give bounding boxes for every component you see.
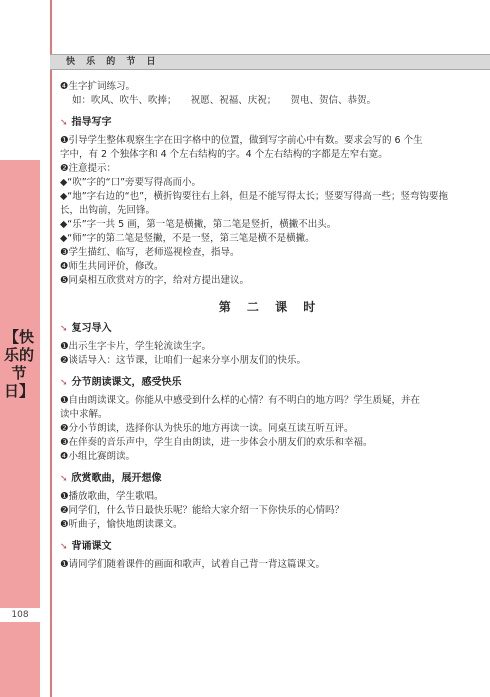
section-recite: [60, 540, 480, 572]
intro-block: [60, 80, 480, 108]
body-line: ❸听曲子，愉快地朗读课文。: [60, 519, 183, 530]
side-color-strip-bottom: [0, 622, 40, 697]
arrow-icon: ➘: [60, 324, 68, 334]
body-line: ◆“地”字右边的“也”，横折钩要往右上斜，但是不能写得太长；竖要写得高一些；竖弯钩要拖: [60, 191, 448, 202]
section-heading: [60, 472, 480, 486]
section-heading-text: 指导写字: [71, 117, 112, 128]
body-line: 长，出钩前，先回锋。: [60, 205, 156, 216]
body-line: ◆“乐”字一共 5 画，第一笔是横撇，第二笔是竖折，横撇不出头。: [60, 219, 337, 230]
body-line: ❷同学们，什么节日最快乐呢？能给大家介绍一下你快乐的心情吗？: [60, 505, 345, 516]
section-heading: [60, 322, 480, 336]
section-heading-text: 欣赏歌曲，展开想像: [71, 473, 162, 484]
arrow-icon: ➘: [60, 378, 68, 388]
section-heading-text: 分节朗读课文，感受快乐: [71, 377, 182, 388]
body-line: ❶出示生字卡片，学生轮流读生字。: [60, 341, 212, 352]
page-content: [60, 80, 480, 572]
body-line: ◆“师”字的第二笔是竖撇，不是一竖，第三笔是横不是横撇。: [60, 233, 315, 244]
intro-line: 如：吹风、吹牛、吹捧； 祝愿、祝福、庆祝； 贺电、贺信、恭贺。: [72, 95, 377, 106]
running-header: [50, 54, 490, 70]
body-line: 读中求解。: [60, 409, 108, 420]
body-line: ❶引导学生整体观察生字在田字格中的位置，做到写字前心中有数。要求会写的 6 个生: [60, 135, 423, 146]
header-title: 快 乐 的 节 日: [66, 57, 160, 67]
body-line: ❹师生共同评价，修改。: [60, 261, 164, 272]
section-heading: [60, 376, 480, 390]
section-writing: [60, 116, 480, 288]
section-heading: [60, 116, 480, 130]
body-line: ❶自由朗读课文。你能从中感受到什么样的心情？有不明白的地方吗？学生质疑，并在: [60, 395, 421, 406]
margin-rule: [50, 0, 52, 697]
arrow-icon: ➘: [60, 474, 68, 484]
section-review: [60, 322, 480, 368]
section-heading: [60, 540, 480, 554]
section-heading-text: 背诵课文: [71, 541, 112, 552]
body-line: ❷分小节朗读，选择你认为快乐的地方再读一读。同桌互读互听互评。: [60, 423, 354, 434]
body-line: ❷注意提示：: [60, 163, 117, 174]
arrow-icon: ➘: [60, 118, 68, 128]
body-line: ❹小组比赛朗读。: [60, 451, 136, 462]
section-song: [60, 472, 480, 532]
body-line: ❸学生描红、临写，老师巡视检查，指导。: [60, 247, 240, 258]
body-line: ❶播放歌曲，学生歌唱。: [60, 491, 164, 502]
sidebar-title: 【快乐的节日】: [4, 328, 35, 400]
body-line: ❶请同学们随着课件的画面和歌声，试着自己背一背这篇课文。: [60, 559, 326, 570]
body-line: ❸在伴奏的音乐声中，学生自由朗读，进一步体会小朋友们的欢乐和幸福。: [60, 437, 373, 448]
body-line: 字中，有 2 个独体字和 4 个左右结构的字。4 个左右结构的字都是左窄右宽。: [60, 149, 388, 160]
section-reading: [60, 376, 480, 464]
body-line: ◆“吹”字的“口”旁要写得高而小。: [60, 177, 201, 188]
arrow-icon: ➘: [60, 542, 68, 552]
intro-line: ❹生字扩词练习。: [60, 81, 136, 92]
body-line: ❷谈话导入：这节课，让咱们一起来分享小朋友们的快乐。: [60, 355, 307, 366]
lesson-title: 第 二 课 时: [218, 300, 322, 314]
body-line: ❺同桌相互欣赏对方的字，给对方提出建议。: [60, 275, 250, 286]
section-heading-text: 复习导入: [71, 323, 112, 334]
page-number: 108: [0, 608, 40, 622]
